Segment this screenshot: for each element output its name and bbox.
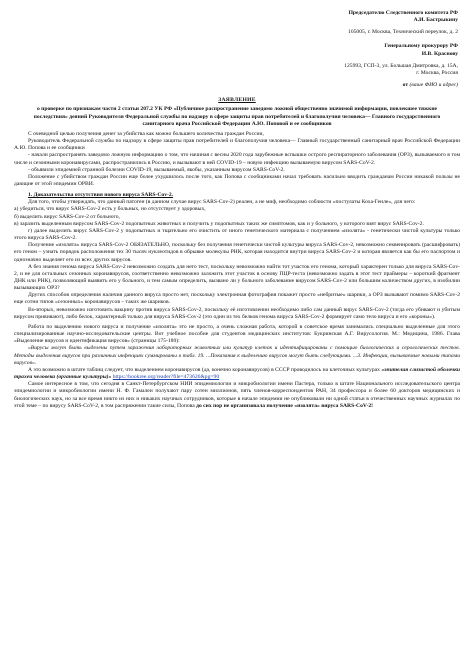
intro-paragraph-5: Положение с убийством граждан России еще более ухудшилось после того, как Попова с сообщниками начал требовать насильно вводить гражданам России никакой пользы не дающие от этой эпидемии ОРВИ. xyxy=(14,173,460,187)
recipient-gp-title: Генеральному прокурору РФ xyxy=(384,43,458,50)
requirement-item-d: г) далее выделить вирус SARS-Cov-2 у подопытных и тщательно его очистить от иного генетического материала с получением «изолята» - генетически чистой культуры только этого вируса SARS-Cov-2. xyxy=(14,227,460,242)
sender-label: от xyxy=(402,82,409,89)
recipient-gp-address-2: г. Москва, Россия xyxy=(416,69,458,76)
section-1-paragraph-1: Для того, чтобы утверждать, что данный патоген (в данном случае вирус SARS-Cov-2) реален, а не миф, необходимо соблюсти «постулаты Коха-Генле», для чего: xyxy=(28,199,416,206)
recipient-sk-title: Председателю Следственного комитета РФ xyxy=(348,10,458,16)
section-2-paragraph-3 xyxy=(14,381,460,410)
section-1-paragraph-5: Во-вторых, невозможно изготовить вакцину против вируса SARS-Cov-2, поскольку её изготовлении необходимо либо сам данный вирус SARS-Cov-2 (тогда его убивают и убитым вирусом прививают), либо белок, характерный только для вируса SARS-Cov-2 (это один из тех белков генома вируса SARS-Cov-2 формирует само тело вируса и его «короны»). xyxy=(14,306,460,320)
section-2-paragraph-1: Работа по выделению нового вируса и получение «изолята» это не просто, а очень сложная работа, которой в советское время занимались специально выделенные для этого специализированные научно-исследовательские центры. Вот учебное пособие для студентов медицинских институтов: Букринская А.Г. Вирусология. М.: Медицина, 1986. Глава «Выделение вирусов и идентификация вирусов» (страницы 175-180): xyxy=(14,323,460,345)
recipient-block-gp xyxy=(301,43,460,89)
section-1-paragraph-3: А без знания генома вируса SARS-Cov-2 невозможно создать для него тест, поскольку невозможно найти тот участок его генома, который характерен только для вируса SARS-Cov-2, и не для остальных сезонных коронавирусов, соответственно невозможно заложить этот участок в основу ПЦР-теста (невозможно задать в этот тест праймеры – короткий фрагмент ДНК или РНК), позволяющий выявить его у больного, и тем самым определить, вызвано ли у больного заболевание вирусом SARS-Cov-2 или большим количеством других, в изобилии вызывающих ОРЗ? xyxy=(14,263,460,292)
sender-line xyxy=(301,82,460,89)
recipient-gp-address-1: 125993, ГСП-3, ул. Большая Дмитровка, д. 15А, xyxy=(344,62,458,69)
section-2-paragraph-3-emphasis: до сих пор не организовала получение «изолята» вируса SARS-CoV-2! xyxy=(196,402,374,409)
recipient-sk-name: А.И. Бастрыкину xyxy=(413,17,458,24)
section-1-paragraph-4: Других способов определения наличия данного вируса просто нет, поскольку электронная фотография покажет просто «небритые» шарики, а ОРЗ вызывают помимо SARS-Cov-2 еще сотни типов «сезонных» коронавирусов – таких же шариков. xyxy=(14,292,460,306)
section-2-paragraph-3-text: Самое интересное в том, что сегодня в Санкт-Петербургском НИИ эпидемиологии и микробиологии имени Пастера, только в штате Национального исследовательского центра эпидемиологии и микробиологии имени Н. Ф. Гамалеи получают пару сотен миллионов, пять членов-корреспондентов РАН, 34 профессора и более 60 докторов медицинских и биологических наук, но за все время никто из них и никаких научных сотрудников, которые в начале эпидемии не опубликовали ни одной статьи в отечественных научных журналах по этой теме – по вирусу SARS-CoV-2, в том распряжении такие силы, Попова xyxy=(14,381,460,409)
sender-placeholder: (ваше ФИО и адрес) xyxy=(409,82,458,89)
intro-paragraph-2: Руководитель Федеральной службы по надзору в сфере защиты прав потребителей и благополучия человека— Главный государственный санитарный врач Российской Федерации А.Ю. Попова и ее сообщники xyxy=(14,138,460,152)
section-2-paragraph-2-text: А это возможно в штате таблиц следует, что выделением коронавирусов (да, конечно коронавирусов) в СССР проводилось на клеточных культурах xyxy=(28,366,380,373)
requirement-item-c: в) заразить выделенным вирусом SARS-Cov-2 подопытных животных и получить у подопытных таких же симптомов, как и у больного, у которого взят вирус SARS-Cov-2. xyxy=(14,220,424,227)
recipient-sk-address: 105005, г. Москва, Технический переулок, д. 2 xyxy=(348,29,458,36)
textbook-quote: «Вирусы могут быть выделены путем заражения лабораторных животных или культур клеток и идентифицированы с помощью биологических и серологических тестов. Методы выделения вирусов при различных инфекциях суммированы в табл. 19. ...Показания к выделению вирусов могут быть следующими. ...3. Инфекции, вызываемые новыми типами вирусов». xyxy=(14,345,460,366)
section-2-paragraph-2 xyxy=(14,367,460,381)
intro-paragraph-3: - начали распространять заведомо ложную информацию о том, что начиная с весны 2020 года зарубежные вспышки острого респираторного заболевания (ОРЗ), вызываемого в том числе и сезонными коронавирусами, распространились в Россию, и вызывают в ней COVID-19 – новую инфекцию вызываемую вирусом SARS-CoV-2. xyxy=(14,152,460,166)
document-subject: о проверке по признакам части 2 статьи 207.2 УК РФ «Публичное распространение заведомо ложной общественно значимой информации, повлекшее тяжкие последствия» деяний Руководителя Федеральной службы по надзору в сфере защиты прав потребителей и благополучия человека— Главного государственного санитарного врача Российской Федерации А.Ю. Поповой и ее сообщников xyxy=(33,106,441,127)
document-title: ЗАЯВЛЕНИЕ xyxy=(218,97,256,104)
recipient-gp-name: И.В. Краснову xyxy=(421,50,458,57)
requirement-item-a: а) убедиться, что вирус SARS-Cov-2 есть у больных, но отсутствует у здоровых, xyxy=(14,206,206,213)
bookree-link[interactable]: https://bookree.org/reader?file=473626&pg=90 xyxy=(112,374,220,381)
section-1-paragraph-2: Получение «изолята» вируса SARS-Cov-2 ОБЯЗАТЕЛЬНО, поскольку без получения генетически чистой культуры вируса SARS-Cov-2, невозможно секвенировать (расшифровать) его геном – узнать порядок расположения тех 30 тысяч нуклеотидов в обрывке молекулы РНК, которая находится внутри вируса SARS-Cov-2 и которая является как бы его паспортом и однозначно выделяет его из всех других вирусов. xyxy=(14,242,460,263)
recipient-block-sk xyxy=(301,10,460,36)
section-1-heading: 1. Доказательства отсутствия нового вируса SARS-Cov-2. xyxy=(28,192,174,199)
section-2-paragraph-2-quote: «эпителия слизистой оболочки трахеи человека (органные культуры)» xyxy=(14,366,461,381)
requirement-item-b: б) выделить вирус SARS-Cov-2 от больного, xyxy=(14,213,120,220)
intro-paragraph-4: - объявили эпидемией странной болезни COVID-19, вызываемый, якобы, указанным вирусом SARS-CoV-2. xyxy=(28,166,285,173)
intro-paragraph-1: С очевидной целью получения денег за убийства как можно большего количества граждан России, xyxy=(28,130,264,137)
